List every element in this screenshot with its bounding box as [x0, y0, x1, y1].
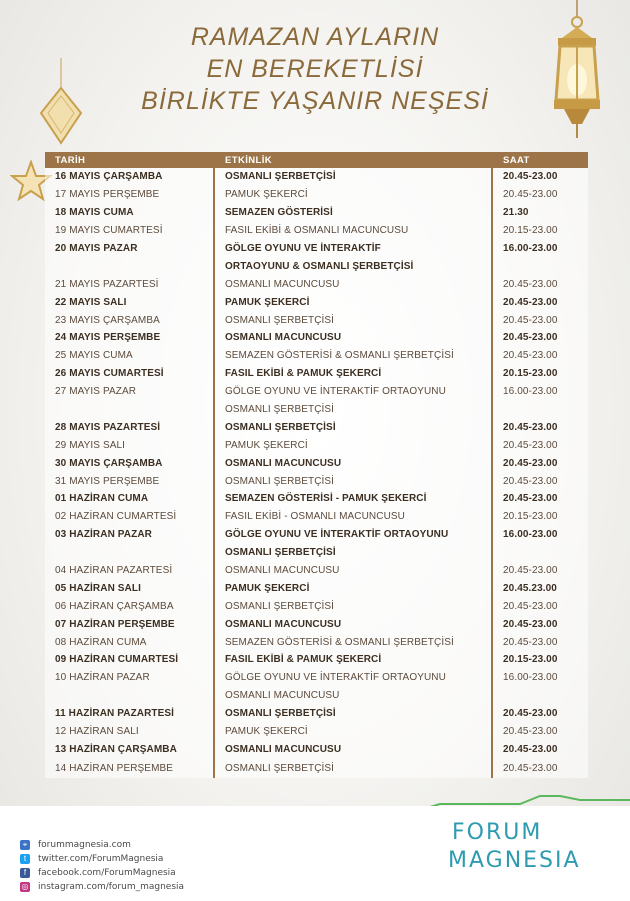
row-event: PAMUK ŞEKERCİ: [214, 723, 492, 741]
row-time: 20.15-23.00: [492, 651, 588, 669]
row-event: OSMANLI ŞERBETÇİSİ: [214, 168, 492, 186]
row-date: 07 HAZİRAN PERŞEMBE: [45, 615, 214, 633]
row-event: OSMANLI MACUNCUSU: [214, 562, 492, 580]
row-time: 20.45-23.00: [492, 472, 588, 490]
row-event: GÖLGE OYUNU VE İNTERAKTİF ORTAOYUNU: [214, 526, 492, 544]
row-date: [45, 544, 214, 562]
row-time: 20.45-23.00: [492, 275, 588, 293]
row-time: 20.45-23.00: [492, 329, 588, 347]
twitter-link[interactable]: [20, 852, 184, 866]
row-date: 29 MAYIS SALI: [45, 436, 214, 454]
row-date: 01 HAZİRAN CUMA: [45, 490, 214, 508]
header-date: TARİH: [45, 152, 214, 168]
row-time: 20.45-23.00: [492, 615, 588, 633]
row-date: [45, 687, 214, 705]
row-event: OSMANLI MACUNCUSU: [214, 741, 492, 759]
logo-line-1: FORUM: [452, 820, 543, 845]
row-event: FASIL EKİBİ & OSMANLI MACUNCUSU: [214, 222, 492, 240]
row-date: 11 HAZİRAN PAZARTESİ: [45, 705, 214, 723]
table-row: [45, 347, 588, 365]
table-row: [45, 615, 588, 633]
table-row: [45, 651, 588, 669]
row-date: 02 HAZİRAN CUMARTESİ: [45, 508, 214, 526]
row-date: 26 MAYIS CUMARTESİ: [45, 365, 214, 383]
title-line-2: EN BEREKETLİSİ: [206, 55, 424, 83]
row-event: GÖLGE OYUNU VE İNTERAKTİF ORTAOYUNU: [214, 669, 492, 687]
facebook-icon: f: [20, 868, 30, 878]
table-row: [45, 222, 588, 240]
table-row: [45, 758, 588, 778]
table-row: [45, 490, 588, 508]
table-row: [45, 418, 588, 436]
lantern-icon: [542, 0, 612, 150]
row-date: 19 MAYIS CUMARTESİ: [45, 222, 214, 240]
row-time: 20.45-23.00: [492, 741, 588, 759]
row-time: 20.45-23.00: [492, 562, 588, 580]
table-row: [45, 275, 588, 293]
table-row: [45, 597, 588, 615]
table-row: [45, 365, 588, 383]
location-icon: ⌖: [20, 840, 30, 850]
row-event: OSMANLI MACUNCUSU: [214, 275, 492, 293]
row-time: 20.45-23.00: [492, 758, 588, 778]
row-event: SEMAZEN GÖSTERİSİ & OSMANLI ŞERBETÇİSİ: [214, 633, 492, 651]
table-row: [45, 669, 588, 687]
row-time: [492, 687, 588, 705]
schedule-table: [45, 152, 588, 778]
row-date: 31 MAYIS PERŞEMBE: [45, 472, 214, 490]
logo-line-2: MAGNESIA: [448, 848, 581, 873]
social-links: [20, 838, 184, 894]
table-row: [45, 687, 588, 705]
table-row: [45, 168, 588, 186]
row-event: SEMAZEN GÖSTERİSİ - PAMUK ŞEKERCİ: [214, 490, 492, 508]
row-date: 14 HAZİRAN PERŞEMBE: [45, 758, 214, 778]
row-time: 20.45-23.00: [492, 418, 588, 436]
row-time: 20.45-23.00: [492, 723, 588, 741]
instagram-icon: ◎: [21, 882, 29, 891]
row-event: SEMAZEN GÖSTERİSİ: [214, 204, 492, 222]
row-event: FASIL EKİBİ - OSMANLI MACUNCUSU: [214, 508, 492, 526]
row-time: 20.45-23.00: [492, 597, 588, 615]
header-event: ETKİNLİK: [214, 152, 492, 168]
row-date: 27 MAYIS PAZAR: [45, 383, 214, 401]
table-header-row: [45, 152, 588, 168]
row-time: [492, 257, 588, 275]
row-date: 23 MAYIS ÇARŞAMBA: [45, 311, 214, 329]
row-time: 16.00-23.00: [492, 526, 588, 544]
row-date: 08 HAZİRAN CUMA: [45, 633, 214, 651]
row-date: 12 HAZİRAN SALI: [45, 723, 214, 741]
row-date: 04 HAZİRAN PAZARTESİ: [45, 562, 214, 580]
row-time: [492, 544, 588, 562]
table-row: [45, 544, 588, 562]
row-date: 25 MAYIS CUMA: [45, 347, 214, 365]
row-date: 09 HAZİRAN CUMARTESİ: [45, 651, 214, 669]
row-time: 20.15-23.00: [492, 508, 588, 526]
table-row: [45, 311, 588, 329]
title-line-3: BİRLİKTE YAŞANIR NEŞESİ: [141, 87, 489, 115]
twitter-text: twitter.com/ForumMagnesia: [38, 854, 164, 864]
row-time: 20.45-23.00: [492, 168, 588, 186]
row-event: PAMUK ŞEKERCİ: [214, 186, 492, 204]
row-time: 20.45-23.00: [492, 633, 588, 651]
row-time: 20.15-23.00: [492, 222, 588, 240]
table-row: [45, 257, 588, 275]
instagram-text: instagram.com/forum_magnesia: [38, 882, 185, 892]
table-row: [45, 579, 588, 597]
row-time: [492, 401, 588, 419]
row-time: 20.45-23.00: [492, 454, 588, 472]
row-time: 20.15-23.00: [492, 365, 588, 383]
forum-magnesia-logo: [448, 820, 618, 884]
row-time: 20.45.23.00: [492, 579, 588, 597]
row-date: 30 MAYIS ÇARŞAMBA: [45, 454, 214, 472]
table-row: [45, 508, 588, 526]
table-row: [45, 186, 588, 204]
instagram-link[interactable]: [20, 880, 184, 894]
row-event: OSMANLI MACUNCUSU: [214, 454, 492, 472]
row-event: PAMUK ŞEKERCİ: [214, 579, 492, 597]
table-row: [45, 562, 588, 580]
row-date: 20 MAYIS PAZAR: [45, 240, 214, 258]
row-date: 28 MAYIS PAZARTESİ: [45, 418, 214, 436]
row-date: 16 MAYIS ÇARŞAMBA: [45, 168, 214, 186]
row-event: FASIL EKİBİ & PAMUK ŞEKERCİ: [214, 365, 492, 383]
table-row: [45, 633, 588, 651]
row-event: OSMANLI MACUNCUSU: [214, 615, 492, 633]
table-row: [45, 436, 588, 454]
row-event: OSMANLI ŞERBETÇİSİ: [214, 418, 492, 436]
header-time: SAAT: [492, 152, 588, 168]
row-time: 20.45-23.00: [492, 293, 588, 311]
row-date: 05 HAZİRAN SALI: [45, 579, 214, 597]
row-event: PAMUK ŞEKERCİ: [214, 293, 492, 311]
table-row: [45, 240, 588, 258]
row-event: FASIL EKİBİ & PAMUK ŞEKERCİ: [214, 651, 492, 669]
row-event: GÖLGE OYUNU VE İNTERAKTİF ORTAOYUNU: [214, 383, 492, 401]
row-date: 03 HAZİRAN PAZAR: [45, 526, 214, 544]
row-time: 20.45-23.00: [492, 436, 588, 454]
table-row: [45, 329, 588, 347]
row-event: PAMUK ŞEKERCİ: [214, 436, 492, 454]
row-time: 21.30: [492, 204, 588, 222]
website-link[interactable]: [20, 838, 184, 852]
table-row: [45, 526, 588, 544]
row-date: 10 HAZİRAN PAZAR: [45, 669, 214, 687]
row-date: 21 MAYIS PAZARTESİ: [45, 275, 214, 293]
row-event: SEMAZEN GÖSTERİSİ & OSMANLI ŞERBETÇİSİ: [214, 347, 492, 365]
table-row: [45, 383, 588, 401]
table-row: [45, 401, 588, 419]
facebook-text: facebook.com/ForumMagnesia: [38, 868, 176, 878]
table-row: [45, 705, 588, 723]
row-date: 24 MAYIS PERŞEMBE: [45, 329, 214, 347]
table-row: [45, 454, 588, 472]
row-time: 20.45-23.00: [492, 347, 588, 365]
row-event: OSMANLI MACUNCUSU: [214, 329, 492, 347]
row-event: ORTAOYUNU & OSMANLI ŞERBETÇİSİ: [214, 257, 492, 275]
row-event: OSMANLI ŞERBETÇİSİ: [214, 597, 492, 615]
row-event: OSMANLI ŞERBETÇİSİ: [214, 544, 492, 562]
row-time: 16.00-23.00: [492, 669, 588, 687]
row-time: 16.00-23.00: [492, 383, 588, 401]
row-date: [45, 257, 214, 275]
row-date: 13 HAZİRAN ÇARŞAMBA: [45, 741, 214, 759]
facebook-link[interactable]: [20, 866, 184, 880]
twitter-icon: t: [20, 854, 30, 864]
table-row: [45, 741, 588, 759]
row-event: GÖLGE OYUNU VE İNTERAKTİF: [214, 240, 492, 258]
row-event: OSMANLI MACUNCUSU: [214, 687, 492, 705]
row-event: OSMANLI ŞERBETÇİSİ: [214, 472, 492, 490]
table-row: [45, 472, 588, 490]
row-date: 17 MAYIS PERŞEMBE: [45, 186, 214, 204]
row-time: 20.45-23.00: [492, 311, 588, 329]
table-row: [45, 723, 588, 741]
row-date: [45, 401, 214, 419]
row-event: OSMANLI ŞERBETÇİSİ: [214, 401, 492, 419]
row-time: 20.45-23.00: [492, 705, 588, 723]
row-time: 20.45-23.00: [492, 490, 588, 508]
table-row: [45, 293, 588, 311]
table-row: [45, 204, 588, 222]
row-time: 20.45-23.00: [492, 186, 588, 204]
website-text: forummagnesia.com: [38, 840, 131, 850]
ornament-icon: [36, 58, 86, 148]
row-time: 16.00-23.00: [492, 240, 588, 258]
row-event: OSMANLI ŞERBETÇİSİ: [214, 311, 492, 329]
row-date: 18 MAYIS CUMA: [45, 204, 214, 222]
row-date: 22 MAYIS SALI: [45, 293, 214, 311]
title-line-1: RAMAZAN AYLARIN: [190, 23, 440, 51]
row-event: OSMANLI ŞERBETÇİSİ: [214, 705, 492, 723]
row-event: OSMANLI ŞERBETÇİSİ: [214, 758, 492, 778]
row-date: 06 HAZİRAN ÇARŞAMBA: [45, 597, 214, 615]
